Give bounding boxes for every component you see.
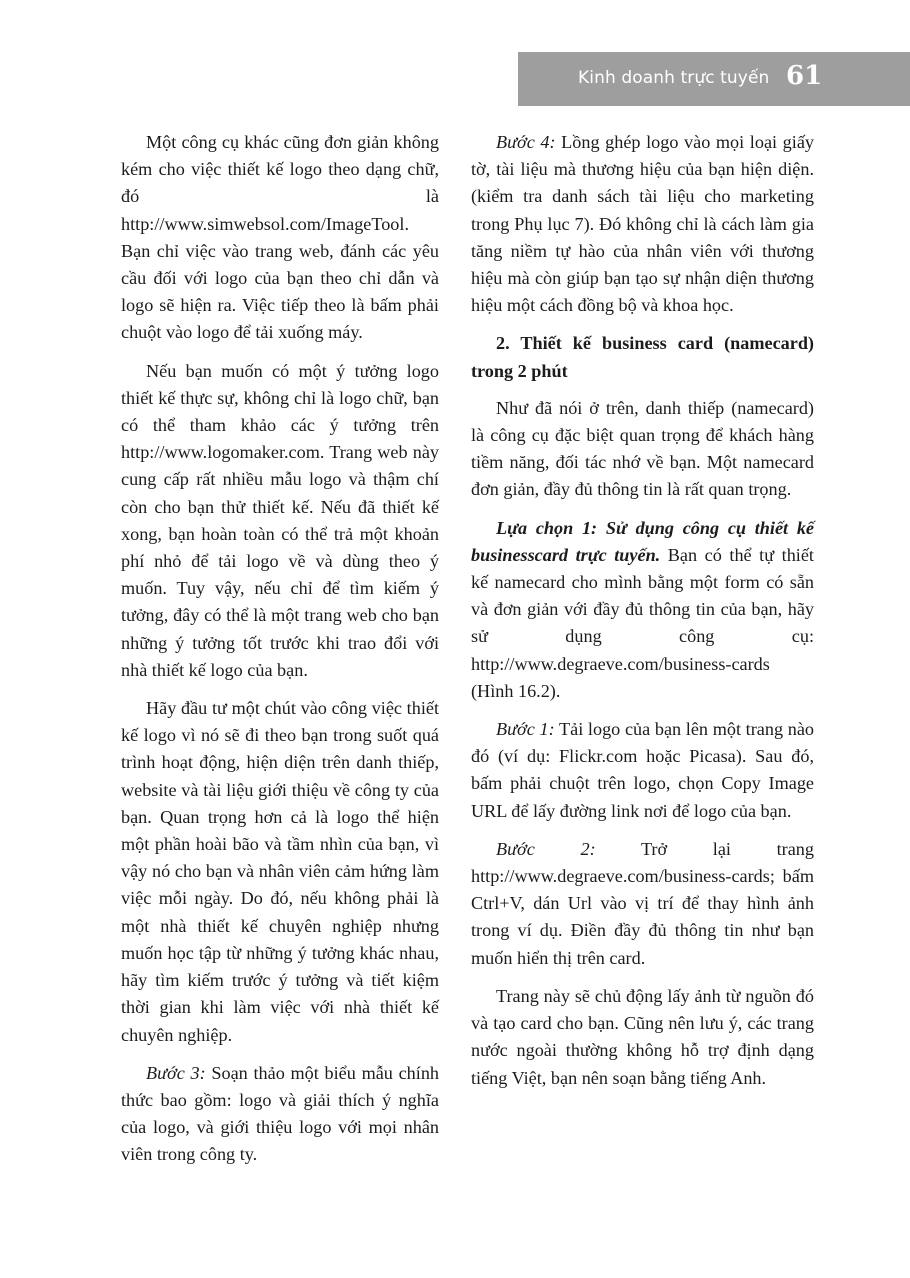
paragraph: Trang này sẽ chủ động lấy ảnh từ nguồn đó và tạo card cho bạn. Cũng nên lưu ý, các trang nước ngoài thường không hỗ trợ định dạng tiếng Việt, bạn nên soạn bằng tiếng Anh.: [471, 985, 814, 1088]
right-column: [471, 129, 814, 1103]
step-label: Bước 2:: [496, 838, 596, 859]
running-header: [518, 52, 910, 106]
step-2-paragraph: [471, 836, 814, 972]
paragraph-text: Tải logo của bạn lên một trang nào đó (ví dụ: Flickr.com hoặc Picasa). Sau đó, bấm phải chuột trên logo, chọn Copy Image URL để lấy đường link nơi để logo của bạn.: [471, 719, 814, 821]
paragraph: Một công cụ khác cũng đơn giản không kém cho việc thiết kế logo theo dạng chữ, đó là http://www.simwebsol.com/ImageTool. Bạn chỉ việc vào trang web, đánh các yêu cầu đối với logo của bạn theo chỉ dẫn và logo sẽ hiện ra. Việc tiếp theo là bấm phải chuột vào logo để tải xuống máy.: [121, 132, 439, 343]
option-1-paragraph: [471, 515, 814, 705]
paragraph: Nếu bạn muốn có một ý tưởng logo thiết kế thực sự, không chỉ là logo chữ, bạn có thể tham khảo các ý tưởng trên http://www.logomaker.com. Trang web này cung cấp rất nhiều mẫu logo và thậm chí còn cho bạn thử thiết kế. Nếu đã thiết kế xong, bạn hoàn toàn có thể trả một khoản phí nhỏ để tải logo về và dùng theo ý muốn. Tuy vậy, nếu chỉ để tìm kiếm ý tưởng, đây có thể là một trang web cho bạn những ý tưởng tốt trước khi trao đổi với nhà thiết kế logo của bạn.: [121, 360, 439, 680]
paragraph: Như đã nói ở trên, danh thiếp (namecard) là công cụ đặc biệt quan trọng để khách hàng tiềm năng, đối tác nhớ về bạn. Một namecard đơn giản, đầy đủ thông tin là rất quan trọng.: [471, 397, 814, 500]
step-1-paragraph: [471, 716, 814, 825]
left-column: [121, 129, 439, 1180]
paragraph: Hãy đầu tư một chút vào công việc thiết kế logo vì nó sẽ đi theo bạn trong suốt quá trình hoạt động, hiện diện trên danh thiếp, website và tài liệu giới thiệu về công ty của bạn. Quan trọng hơn cả là logo thể hiện một phần hoài bão và tầm nhìn của bạn, vì vậy nó cho bạn và nhân viên cảm hứng làm việc mỗi ngày. Do đó, nếu không phải là một nhà thiết kế chuyên nghiệp nhưng muốn học tập từ những ý tưởng khác nhau, hãy tìm kiếm trước ý tưởng và tiết kiệm thời gian khi làm việc với nhà thiết kế chuyên nghiệp.: [121, 698, 439, 1045]
paragraph-text: Soạn thảo một biểu mẫu chính thức bao gồm: logo và giải thích ý nghĩa của logo, và giới thiệu logo với mọi nhân viên trong công ty.: [121, 1062, 440, 1165]
running-title: Kinh doanh trực tuyến: [578, 68, 770, 88]
step-3-paragraph: [121, 1060, 439, 1169]
step-label: Bước 3:: [146, 1062, 206, 1083]
option-label: Lựa chọn 1: Sử dụng công cụ thiết kế businesscard trực tuyến.: [471, 517, 814, 565]
step-4-paragraph: [471, 129, 814, 319]
section-heading: 2. Thiết kế business card (namecard) trong 2 phút: [471, 333, 814, 381]
step-label: Bước 4:: [496, 132, 556, 152]
paragraph-text: Bạn có thể tự thiết kế namecard cho mình bằng một form có sẵn và đơn giản với đầy đủ thông tin của bạn, hãy sử dụng công cụ: http://www.degraeve.com/business-cards (Hình 16.2).: [471, 544, 814, 701]
page-number: 61: [786, 61, 823, 91]
paragraph-text: Trở lại trang http://www.degraeve.com/business-cards; bấm Ctrl+V, dán Url vào vị trí để thay hình ảnh trong ví dụ. Điền đầy đủ thông tin như bạn muốn hiển thị trên card.: [471, 838, 814, 968]
step-label: Bước 1:: [496, 719, 555, 740]
paragraph-text: Lồng ghép logo vào mọi loại giấy tờ, tài liệu mà thương hiệu của bạn hiện diện. (kiểm tra danh sách tài liệu cho marketing trong Phụ lục 7). Đó không chỉ là cách làm gia tăng niềm tự hào của nhân viên với thương hiệu mà còn giúp bạn tạo sự nhận diện thương hiệu một cách đồng bộ và khoa học.: [471, 132, 814, 316]
